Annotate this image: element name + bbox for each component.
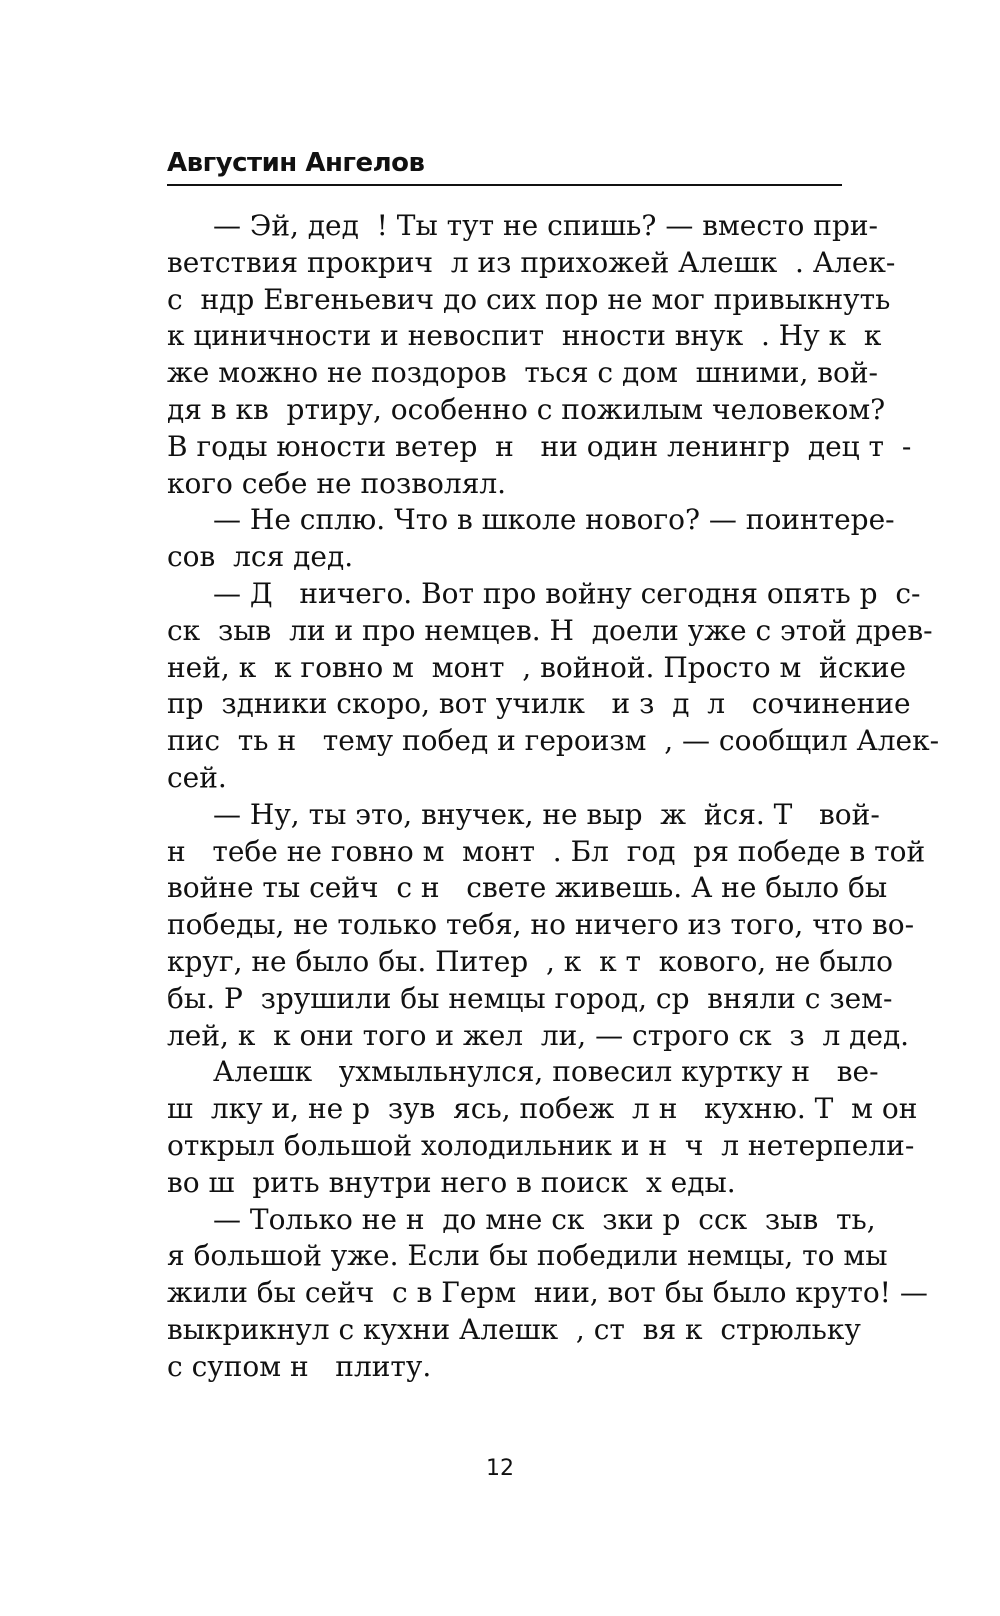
text-line: ней, к к говно м монт , войной. Просто м йские	[167, 650, 907, 684]
body-text	[167, 208, 940, 1386]
text-line: с супом н плиту.	[167, 1349, 432, 1383]
text-line: выкрикнул с кухни Алешк , ст вя к стрюльку	[167, 1312, 861, 1346]
text-line: круг, не было бы. Питер , к к т кового, не было	[167, 944, 894, 978]
text-line: победы, не только тебя, но ничего из того, что во-	[167, 908, 915, 942]
text-line: во ш рить внутри него в поиск х еды.	[167, 1165, 736, 1199]
text-line: кого себе не позволял.	[167, 466, 507, 500]
text-line: — Д ничего. Вот про войну сегодня опять р с-	[213, 576, 921, 610]
text-line: бы. Р зрушили бы немцы город, ср вняли с зем-	[167, 981, 893, 1015]
author-name: Августин Ангелов	[167, 148, 425, 178]
text-line: к циничности и невоспит нности внук . Ну к к	[167, 319, 882, 353]
text-line: Алешк ухмыльнулся, повесил куртку н ве-	[213, 1055, 879, 1089]
text-line: дя в кв ртиру, особенно с пожилым человеком?	[167, 392, 886, 426]
text-line: н тебе не говно м монт . Бл год ря победе в той	[167, 834, 926, 868]
page-number: 12	[486, 1456, 514, 1481]
text-line: с ндр Евгеньевич до сих пор не мог привыкнуть	[167, 282, 891, 316]
text-line: жили бы сейч с в Герм нии, вот бы было круто! —	[167, 1276, 928, 1310]
text-line: — Эй, дед ! Ты тут не спишь? — вместо при-	[213, 209, 878, 242]
text-line: сей.	[167, 760, 227, 794]
text-line: — Только не н до мне ск зки р сск зыв ть,	[213, 1202, 876, 1236]
text-line: сов лся дед.	[167, 540, 354, 574]
running-header	[167, 148, 842, 186]
text-line: В годы юности ветер н ни один ленингр дец т -	[167, 429, 912, 463]
text-line: я большой уже. Если бы победили немцы, то мы	[167, 1239, 888, 1273]
text-line: ветствия прокрич л из прихожей Алешк . Алек-	[167, 245, 896, 279]
text-line: пис ть н тему побед и героизм , — сообщил Алек-	[167, 724, 940, 758]
text-line: ск зыв ли и про немцев. Н доели уже с этой древ-	[167, 613, 933, 647]
text-line: ш лку и, не р зув ясь, побеж л н кухню. Т м он	[167, 1092, 918, 1126]
text-line: же можно не поздоров ться с дом шними, вой-	[167, 356, 878, 390]
text-line: войне ты сейч с н свете живешь. А не было бы	[167, 871, 888, 905]
text-line: пр здники скоро, вот училк и з д л сочинение	[167, 687, 911, 721]
text-line: лей, к к они того и жел ли, — строго ск з л дед.	[167, 1018, 910, 1052]
text-line: — Ну, ты это, внучек, не выр ж йся. Т вой-	[213, 797, 880, 831]
text-line: — Не сплю. Что в школе нового? — поинтере-	[213, 503, 895, 537]
text-line: открыл большой холодильник и н ч л нетерпели-	[167, 1128, 915, 1162]
